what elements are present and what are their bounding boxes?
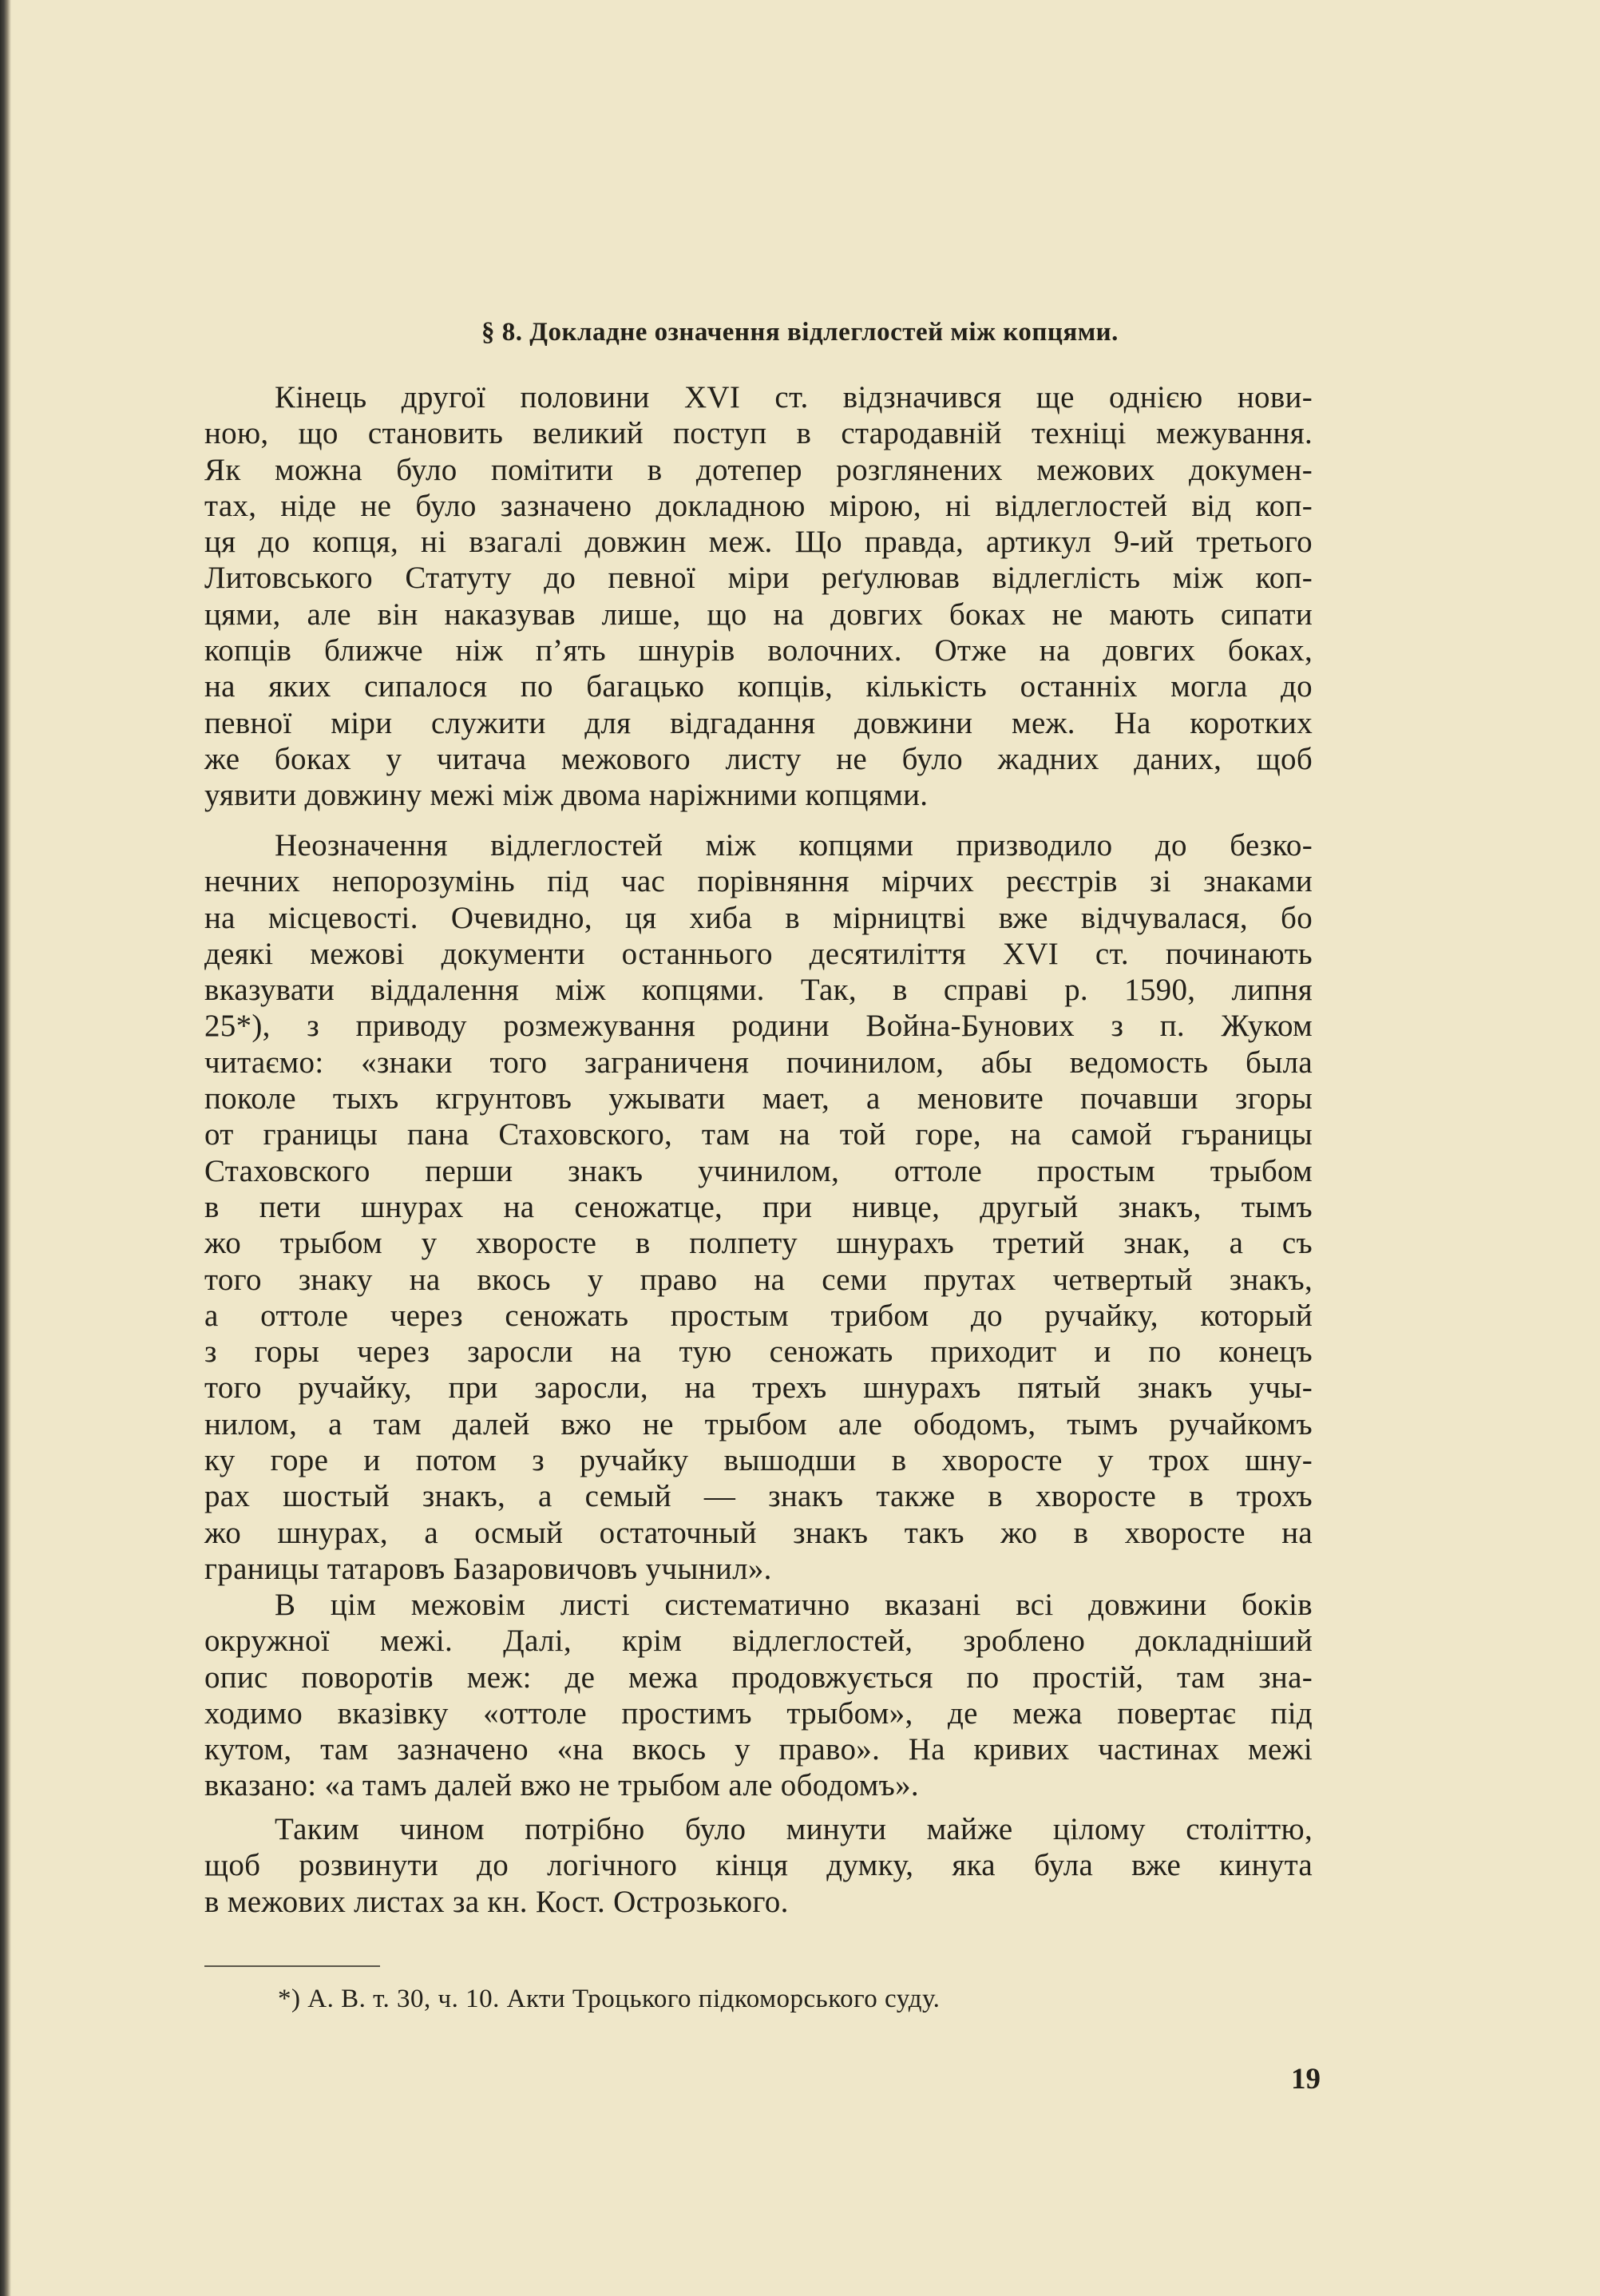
- text-line: 25*), з приводу розмежування родини Война-Бунових з п. Жуком: [204, 1009, 1313, 1044]
- paragraph-3: [204, 1587, 1313, 1804]
- section-heading: § 8. Докладне означення відлеглостей між копцями.: [481, 318, 1119, 347]
- text-line: вказано: «а тамъ далей вжо не трыбом але ободомъ».: [204, 1768, 919, 1803]
- text-line: а оттоле через сеножать простым трибом до ручайку, который: [204, 1298, 1313, 1333]
- text-line: нилом, а там далей вжо не трыбом але ободомъ, тымъ ручайкомъ: [204, 1406, 1313, 1441]
- footnote: *) А. В. т. 30, ч. 10. Акти Троцького підкоморського суду.: [278, 1985, 941, 2013]
- text-line: того знаку на вкось у право на семи прутах четвертый знакъ,: [204, 1262, 1313, 1297]
- text-line: Литовського Статуту до певної міри реґулював відлеглість між коп-: [204, 561, 1313, 596]
- paragraph-2: [204, 827, 1313, 1587]
- text-line: от границы пана Стаховского, там на той горе, на самой гъраницы: [204, 1117, 1313, 1152]
- text-line: читаємо: «знаки того заграниченя починилом, абы ведомость была: [204, 1045, 1313, 1080]
- text-line: ною, що становить великий поступ в стародавній техніці межування.: [204, 416, 1313, 451]
- text-line: границы татаровъ Базаровичовъ учынил».: [204, 1551, 772, 1586]
- text-line: копців ближче ніж п’ять шнурів волочних. Отже на довгих боках,: [204, 633, 1313, 668]
- text-line: кутом, там зазначено «на вкось у право». На кривих частинах межі: [204, 1732, 1313, 1767]
- text-line: деякі межові документи останнього десятиліття XVI ст. починають: [204, 936, 1313, 971]
- text-line: рах шостый знакъ, а семый — знакъ также в хворосте в трохъ: [204, 1479, 1313, 1514]
- text-line: на місцевості. Очевидно, ця хиба в мірництві вже відчувалася, бо: [204, 900, 1313, 935]
- text-line: Неозначення відлеглостей між копцями призводило до безко-: [275, 828, 1313, 862]
- text-line: жо шнурах, а осмый остаточный знакъ такъ жо в хворосте на: [204, 1515, 1313, 1550]
- text-line: в пети шнурах на сеножатце, при нивце, другый знакъ, тымъ: [204, 1189, 1313, 1224]
- text-line: нечних непорозумінь під час порівняння мірчих реєстрів зі знаками: [204, 864, 1313, 899]
- text-line: цями, але він наказував лише, що на довгих боках не мають сипати: [204, 597, 1313, 632]
- text-line: Таким чином потрібно було минути майже цілому століттю,: [275, 1812, 1313, 1846]
- text-line: жо трыбом у хворосте в полпету шнурахъ третий знак, а съ: [204, 1226, 1313, 1261]
- text-line: в межових листах за кн. Кост. Острозького.: [204, 1884, 789, 1919]
- text-line: Як можна було помітити в дотепер розглянених межових докумен-: [204, 452, 1313, 487]
- text-line: того ручайку, при заросли, на трехъ шнурахъ пятый знакъ учы-: [204, 1370, 1313, 1406]
- page-number: 19: [1291, 2063, 1321, 2096]
- text-line: щоб розвинути до логічного кінця думку, яка була вже кинута: [204, 1848, 1313, 1883]
- text-line: на яких сипалося по багацько копців, кількість останніх могла до: [204, 669, 1313, 704]
- text-line: вказувати віддалення між копцями. Так, в справі р. 1590, липня: [204, 973, 1313, 1008]
- text-line: ходимо вказівку «оттоле простимъ трыбом», де межа повертає під: [204, 1695, 1313, 1731]
- paragraph-1: [204, 379, 1313, 814]
- paragraph-4: [204, 1811, 1313, 1920]
- text-line: же боках у читача межового листу не було жадних даних, щоб: [204, 741, 1313, 776]
- text-line: поколе тыхъ кгрунтовъ ужывати мает, а меновите почавши згоры: [204, 1081, 1313, 1116]
- text-line: опис поворотів меж: де межа продовжується по простій, там зна-: [204, 1660, 1313, 1695]
- text-line: В цім межовім листі систематично вказані всі довжини боків: [275, 1588, 1313, 1622]
- text-line: окружної межі. Далі, крім відлеглостей, зроблено докладніший: [204, 1624, 1313, 1659]
- text-line: уявити довжину межі між двома наріжними копцями.: [204, 778, 929, 813]
- footnote-rule: [204, 1965, 380, 1967]
- text-line: Стаховского перши знакъ учинилом, оттоле простым трыбом: [204, 1153, 1313, 1188]
- text-line: з горы через заросли на тую сеножать приходит и по конецъ: [204, 1334, 1313, 1370]
- text-line: Кінець другої половини XVI ст. відзначився ще однією нови-: [275, 380, 1313, 414]
- text-line: тах, ніде не було зазначено докладною мірою, ні відлеглостей від коп-: [204, 488, 1313, 523]
- text-line: ця до копця, ні взагалі довжин меж. Що правда, артикул 9-ий третього: [204, 525, 1313, 560]
- text-line: певної міри служити для відгадання довжини меж. На коротких: [204, 705, 1313, 740]
- text-line: ку горе и потом з ручайку вышодши в хворосте у трох шну-: [204, 1443, 1313, 1478]
